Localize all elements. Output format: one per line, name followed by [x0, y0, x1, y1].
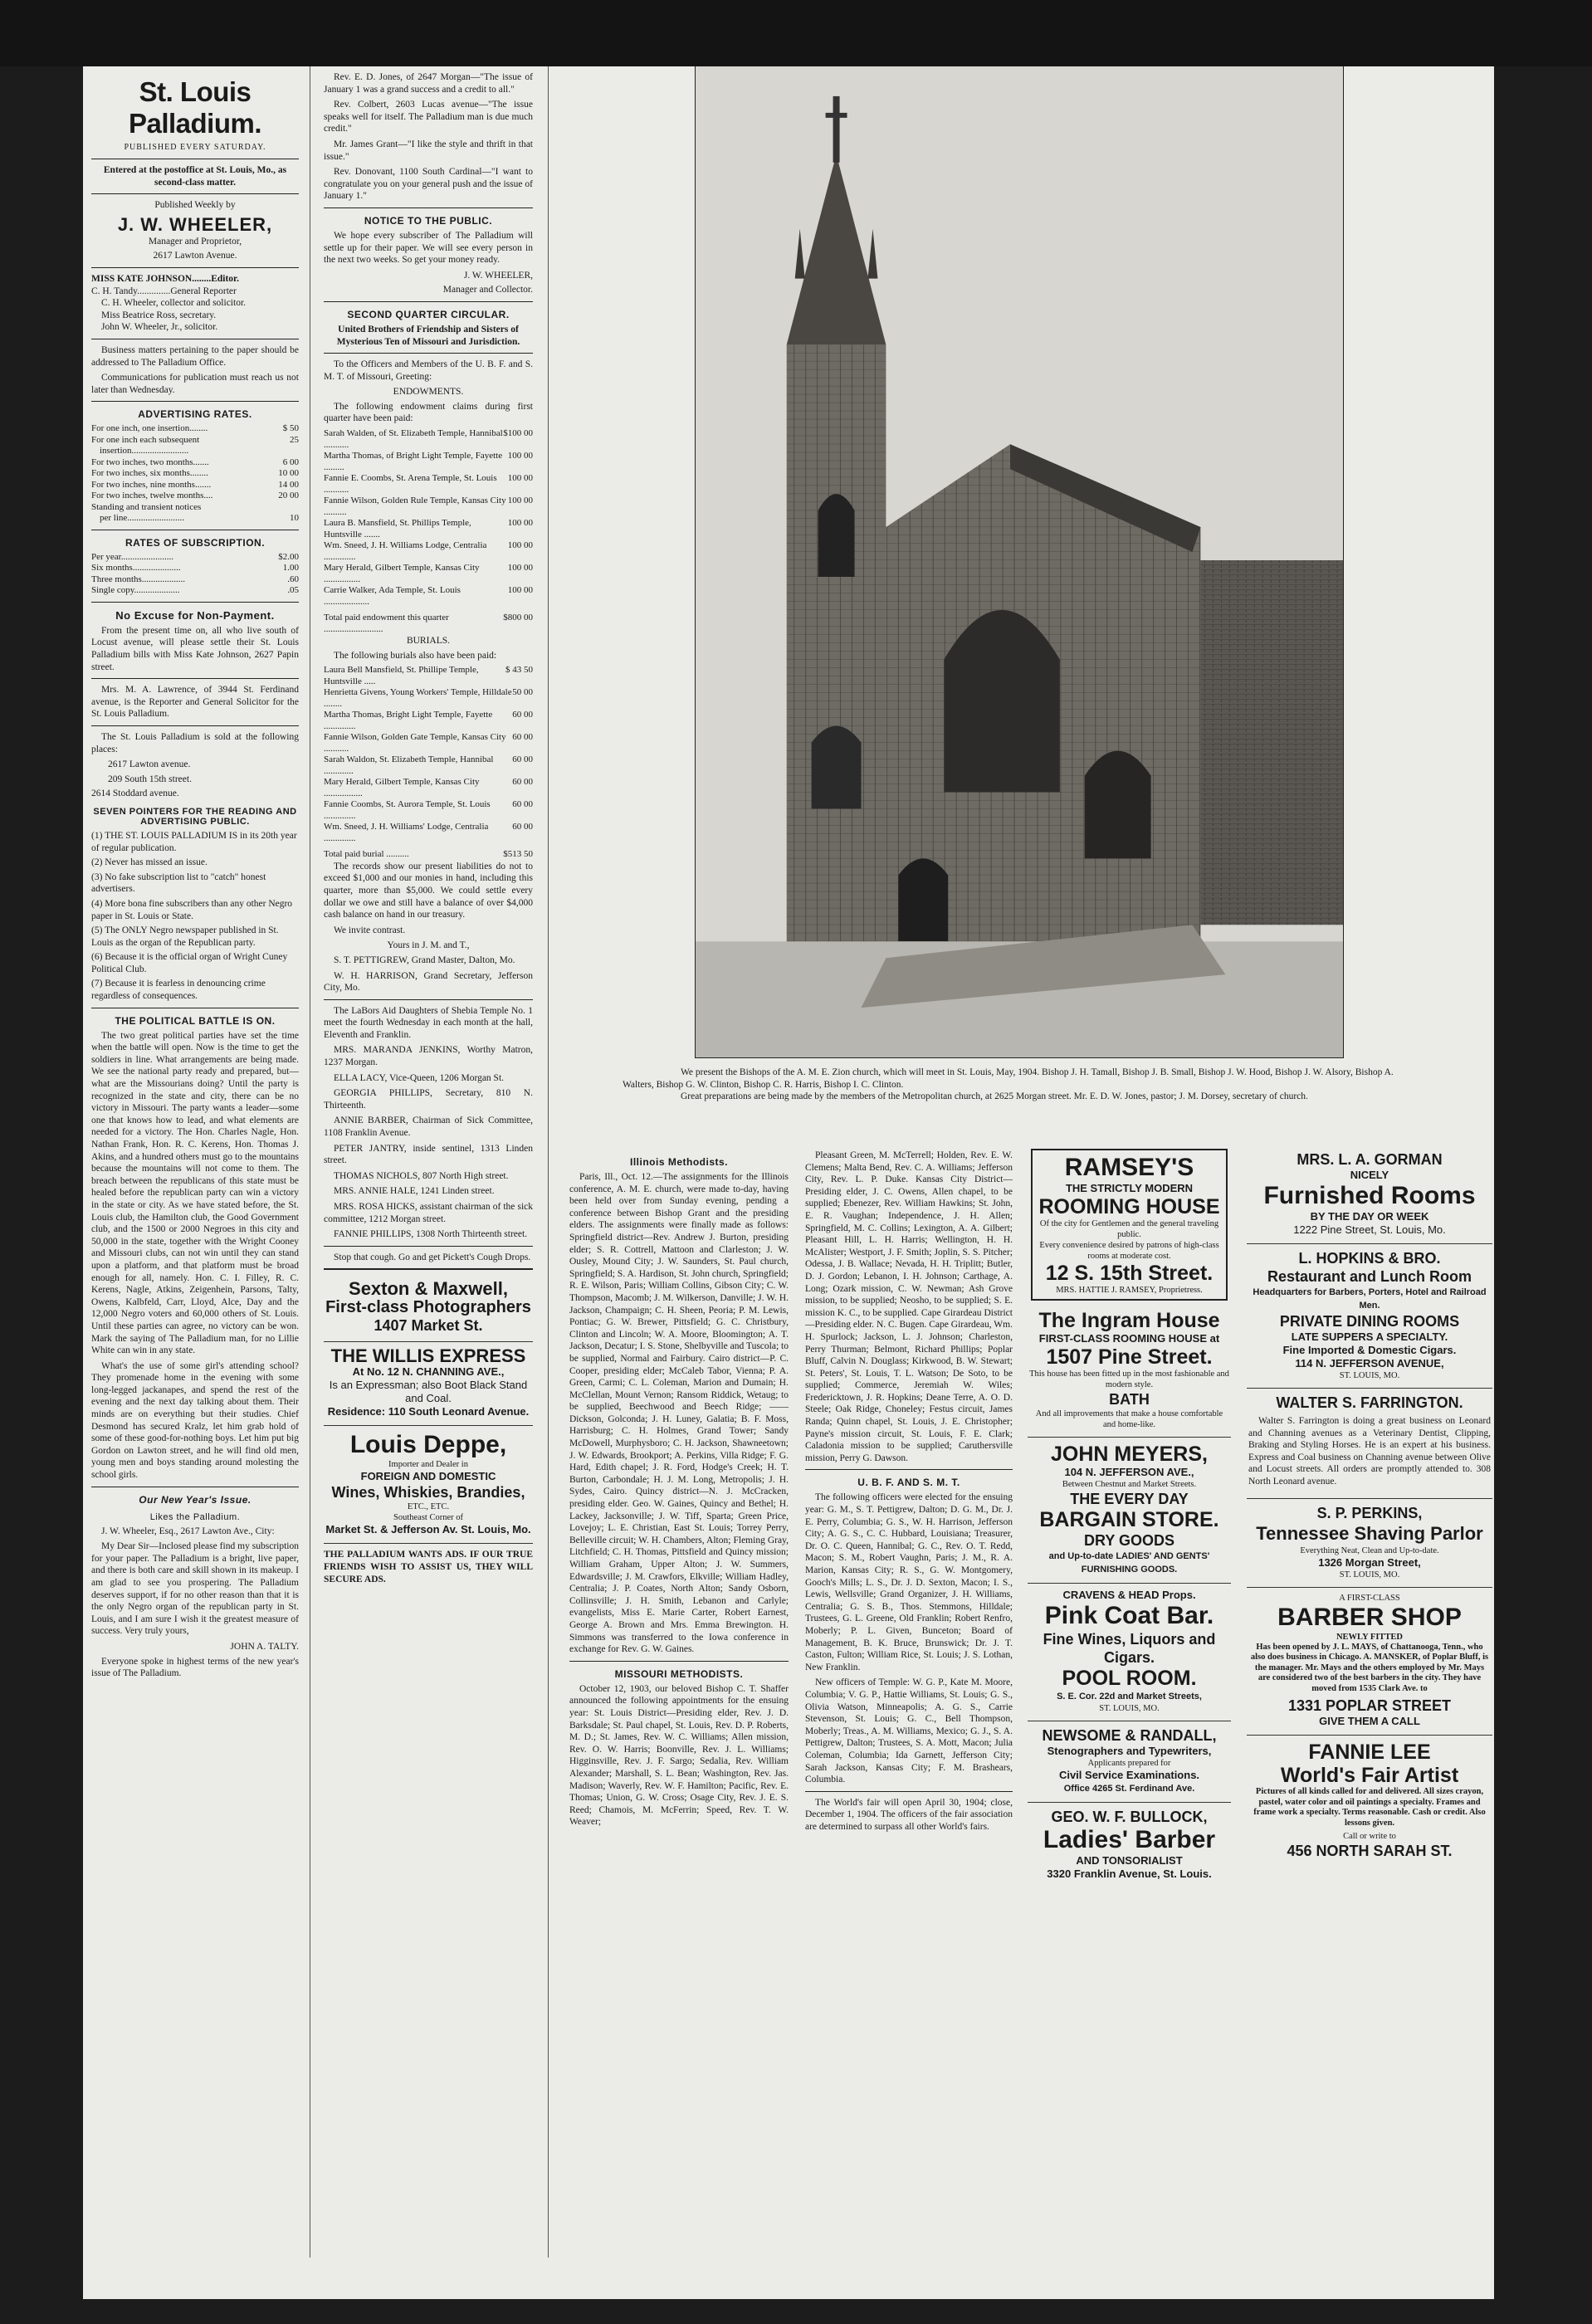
ad-line: BY THE DAY OR WEEK [1310, 1210, 1429, 1223]
ad-text: Pictures of all kinds called for and delivered. All sizes crayon, pastel, water color and oil paintings a specialty. Frames and frame work a specialty. Terms reasonable. Cash or credit. Also lessons given. [1253, 1787, 1486, 1828]
letter-address: J. W. Wheeler, Esq., 2617 Lawton Ave., City: [101, 1526, 275, 1536]
burials-intro: The following burials also have been paid: [334, 650, 497, 661]
circular-greeting: To the Officers and Members of the U. B. F. and S. M. T. of Missouri, Greeting: [324, 359, 533, 382]
staff-line: MISS KATE JOHNSON........Editor. [91, 273, 239, 284]
column-5-ads [1028, 1145, 1231, 2258]
ad-address: 3320 Franklin Avenue, St. Louis. [1047, 1868, 1212, 1880]
likes-palladium-subheading: Likes the Palladium. [149, 1511, 241, 1522]
political-battle-heading: THE POLITICAL BATTLE IS ON. [115, 1014, 276, 1027]
sold-at-address: 2614 Stoddard avenue. [91, 788, 179, 799]
ad-line: Stenographers and Typewriters, [1047, 1745, 1212, 1757]
letter-signature: JOHN A. TALTY. [230, 1641, 299, 1652]
bullock-barber-ad [1028, 1803, 1231, 1887]
claim-row: Fannie Wilson, Golden Rule Temple, Kansas City .......... 100 00 [324, 496, 533, 517]
ad-line: A FIRST-CLASS [1339, 1593, 1400, 1603]
business-notice: Business matters pertaining to the paper should be addressed to The Palladium Office. [91, 344, 299, 368]
photo-caption [623, 1067, 1419, 1103]
rate-row: Six months..................... 1.00 [91, 563, 299, 574]
ad-line: ST. LOUIS, MO. [1339, 1371, 1400, 1380]
ad-address: 1507 Pine Street. [1046, 1345, 1213, 1369]
wants-ads-notice: THE PALLADIUM WANTS ADS. IF OUR TRUE FRIENDS WISH TO ASSIST US, THEY WILL SECURE ADS. [324, 1550, 533, 1584]
column-2 [324, 66, 533, 2249]
rate-row: For two inches, six months........ 10 00 [91, 468, 299, 479]
ad-line: At No. 12 N. CHANNING AVE., [352, 1365, 505, 1379]
page-border [0, 0, 1592, 66]
testimonial: Rev. Colbert, 2603 Lucas avenue—"The issue speaks well for itself. The Palladium man is due much credit." [324, 100, 533, 134]
ad-headline: S. P. PERKINS, [1316, 1504, 1423, 1521]
ad-line: FIRST-CLASS ROOMING HOUSE at [1038, 1332, 1220, 1345]
hopkins-restaurant-ad [1247, 1244, 1492, 1389]
labors-aid-notice: The LaBors Aid Daughters of Shebia Temple No. 1 meet the fourth Wednesday in each month at the hall, Eleventh and Franklin. [324, 1005, 533, 1040]
ad-address: S. E. Cor. 22d and Market Streets, [1057, 1692, 1202, 1702]
circular-closing: The records show our present liabilities do not to exceed $1,000 and our monies in hand, including this quarter, more than $5,000. We could settle every dollar we owe and still have a balance of over $4,000 cash balance on hand in our treasury. [324, 861, 533, 920]
publication-day: PUBLISHED EVERY SATURDAY. [124, 143, 266, 152]
notice-text: We hope every subscriber of The Palladium will settle up for their paper. We will see every person in the next two weeks. So get your money ready. [324, 230, 533, 266]
officer-line: THOMAS NICHOLS, 807 North High street. [334, 1170, 509, 1181]
perkins-shaving-ad [1247, 1499, 1492, 1588]
ad-line: Every convenience desired by patrons of high-class rooms at moderate cost. [1039, 1241, 1219, 1261]
claim-row: Carrie Walker, Ada Temple, St. Louis .................... 100 00 [324, 585, 533, 607]
ubf-temple-text: New officers of Temple: W. G. P., Kate M. Moore, Columbia; V. G. P., Hattie Williams, St. Louis; G. S., Olivia Watson, Minneapolis; A. G. S., Carrie Stevenson, St. Louis; G. C., Bell Thompson, Moberly; Treas., A. M. Williams, Mexico; G. J., S. A. Pettigrew, Dalton; Trustees, S. A. Mott, Macon; Julia Coleman, Columbia; Ida Garnett, Jefferson City; Sarah Jackson, Kansas City; F. M. Brashears, Columbia. [805, 1677, 1013, 1785]
claim-row: Martha Thomas, Bright Light Temple, Fayette .............. 60 00 [324, 710, 533, 731]
church-photograph [695, 66, 1344, 1058]
officer-line: PETER JANTRY, inside sentinel, 1313 Linden street. [324, 1143, 533, 1166]
ad-line: And all improvements that make a house comfortable and home-like. [1035, 1409, 1223, 1429]
ad-line: This house has been fitted up in the most fashionable and modern style. [1029, 1370, 1229, 1389]
ad-address: Market St. & Jefferson Av. St. Louis, Mo. [325, 1523, 531, 1536]
column-4 [805, 1150, 1013, 2253]
ad-line: Southeast Corner of [393, 1513, 463, 1523]
claim-row: Sarah Walden, of St. Elizabeth Temple, Hannibal ........... $100 00 [324, 428, 533, 450]
column-6-ads [1247, 1145, 1492, 2258]
claim-row: Laura Bell Mansfield, St. Phillipe Temple, Huntsville ..... $ 43 50 [324, 665, 533, 686]
rate-row: For two inches, two months....... 6 00 [91, 456, 299, 467]
officer-line: MRS. MARANDA JENKINS, Worthy Matron, 1237 Morgan. [324, 1045, 533, 1068]
ad-address: 1222 Pine Street, St. Louis, Mo. [1293, 1223, 1446, 1236]
subscription-rates-table [91, 552, 299, 597]
newspaper-page [83, 66, 1494, 2299]
endowments-intro: The following endowment claims during first quarter have been paid: [324, 401, 533, 424]
ad-headline: Pink Coat Bar. [1044, 1602, 1214, 1629]
notice-signature: J. W. WHEELER, [463, 270, 533, 281]
worlds-fair-text: The World's fair will open April 30, 1904; close, December 1, 1904. The officers of the fair association are determined to surpass all other World's fairs. [805, 1797, 1013, 1832]
claim-row: Martha Thomas, of Bright Light Temple, Fayette ......... 100 00 [324, 451, 533, 472]
ubf-heading: U. B. F. AND S. M. T. [857, 1477, 960, 1489]
rate-row: per line......................... 10 [100, 513, 299, 524]
ad-address: 114 N. JEFFERSON AVENUE, [1295, 1357, 1444, 1370]
no-excuse-heading: No Excuse for Non-Payment. [115, 608, 275, 622]
ad-headline: GEO. W. F. BULLOCK, [1051, 1809, 1208, 1825]
claim-row: Fannie E. Coombs, St. Arena Temple, St. Louis ........... 100 00 [324, 473, 533, 495]
ad-line: Importer and Dealer in [388, 1460, 468, 1470]
ad-headline: The Ingram House [1038, 1309, 1220, 1332]
missouri-continued: Pleasant Green, M. McTerrell; Holden, Rev. E. W. Clemens; Malta Bend, Rev. C. A. Williams; Jefferson City, Rev. L. P. Duke. Kansas City District—Presiding elder, J. C. Owens, Allen chapel, to be supplied; Ebenezer, Rev. William Hawkins; St. John, E. R. Vaughan; Independence, J. H. Allen; Springfield, M. C. Collins; Lexington, A. A. Gilbert; Pleasant Hill, L. H. Harris; Wellington, H. H. McAlister; Westport, J. F. Smith; Joplin, S. S. Pitcher; Odessa, J. B. Wallace; Nevada, H. H. Triplitt; Butler, D. J. Gordon; Lebanon, I. H. Johnson; Carthage, A. Long; Ozark mission, C. W. Newman; Ash Grove mission, to be supplied; Neosho, to be supplied; S. E. mission K. C., to be supplied. Cape Girardeau District—Presiding elder. N. C. Bugen. Cape Girardeau, Wm. H. Spurlock; Jackson, L. J. Johnson; Charleston, Perry Thurman; Belmont, Richard Phillips; Poplar Bluff, Calvin N. Douglass; Kirkwood, B. W. Stewart; St. Peters', St. Louis, T. L. Watson; De Soto, to be supplied; Commerce, Jeremiah W. Wiles; Fredericktown, J. R. Hopkins; Deane Terre, A. O. D. Steele; Oak Ridge, Choneley; Festus circuit, James Randa; Quinn chapel, St. Louis, J. E. Christopher; Payne's mission circuit, St. Louis, F. E. Clark; Caladonia mission to be supplied; Caruthersville mission, Perry G. Dawson. [805, 1150, 1013, 1463]
ad-address: 104 N. JEFFERSON AVE., [1064, 1466, 1194, 1478]
pink-coat-bar-ad [1028, 1584, 1231, 1721]
ad-line: THE EVERY DAY [1070, 1491, 1189, 1507]
officer-line: GEORGIA PHILLIPS, Secretary, 810 N. Thirteenth. [324, 1088, 533, 1111]
ad-line: Headquarters for Barbers, Porters, Hotel and Railroad Men. [1253, 1287, 1487, 1311]
notice-signature-title: Manager and Collector. [442, 285, 533, 295]
ad-address: 12 S. 15th Street. [1045, 1262, 1214, 1285]
ad-address: 1331 POPLAR STREET [1287, 1697, 1452, 1715]
staff-line: C. H. Tandy..............General Reporter [91, 286, 237, 296]
ad-line: ST. LOUIS, MO. [1099, 1704, 1160, 1713]
masthead-title: St. Louis Palladium. [128, 76, 262, 139]
endowments-list [324, 428, 533, 635]
sold-at-address: 209 South 15th street. [108, 774, 192, 784]
publisher-line: Published Weekly by [154, 200, 236, 211]
endowment-total: Total paid endowment this quarter .......................... $800 00 [324, 613, 533, 634]
ad-line: Fine Wines, Liquors and Cigars. [1043, 1631, 1216, 1666]
testimonial: Rev. E. D. Jones, of 2647 Morgan—"The issue of January 1 was a grand success and a credit to all." [324, 72, 533, 95]
new-year-issue-heading: Our New Year's Issue. [139, 1493, 251, 1506]
ad-line: ETC., ETC. [407, 1502, 450, 1512]
ad-line: BARGAIN STORE. [1039, 1508, 1219, 1531]
sold-at-address: 2617 Lawton avenue. [108, 759, 191, 770]
ad-headline: MRS. L. A. GORMAN [1297, 1151, 1443, 1168]
staff-line: John W. Wheeler, Jr., solicitor. [101, 322, 218, 333]
pointer-item: (3) No fake subscription list to "catch" honest advertisers. [91, 872, 266, 895]
ad-line: Call or write to [1343, 1832, 1396, 1842]
missouri-heading: MISSOURI METHODISTS. [614, 1667, 744, 1680]
church-illustration [696, 66, 1343, 1057]
ad-line: Ladies' Barber [1043, 1826, 1216, 1853]
caption-text: We present the Bishops of the A. M. E. Zion church, which will meet in St. Louis, May, 1904. Bishop J. H. Tamall, Bishop J. B. Small, Bishop J. W. Hood, Bishop J. W. Alsory, Bishop A. Walters, Bishop G. W. Clinton, Bishop C. R. Harris, Bishop I. C. Clinton. [623, 1067, 1394, 1090]
officer-line: MRS. ROSA HICKS, assistant chairman of the sick committee, 1212 Morgan street. [324, 1202, 533, 1224]
testimonial: Rev. Donovant, 1100 South Cardinal—"I want to congratulate you on your general push and the issue of January 1." [324, 167, 533, 202]
ad-line: World's Fair Artist [1280, 1764, 1459, 1788]
ad-text: Has been opened by J. L. MAYS, of Chattanooga, Tenn., who also does business in Chicago. A. MANSKER, of Poplar Bluff, is the manager. Mr. Mays and the others employed by Mr. Mays are considered two of the best barbers in the city. They have moved from 1535 Clark Ave. to [1250, 1642, 1489, 1693]
ad-line: ROOMING HOUSE [1038, 1195, 1220, 1218]
staff-list [91, 273, 299, 334]
seven-pointers-list [91, 830, 299, 1003]
ad-address: Office 4265 St. Ferdinand Ave. [1063, 1784, 1195, 1794]
ad-line: THE STRICTLY MODERN [1065, 1182, 1194, 1194]
ad-headline: BARBER SHOP [1277, 1603, 1462, 1631]
ad-line: GIVE THEM A CALL [1319, 1715, 1420, 1728]
circular-subheading: United Brothers of Friendship and Sisters of Mysterious Ten of Missouri and Jurisdiction. [336, 324, 520, 347]
rate-row: insertion......................... [100, 446, 189, 456]
ad-line: Wines, Whiskies, Brandies, [331, 1484, 525, 1501]
ad-line: LATE SUPPERS A SPECIALTY. [1291, 1330, 1448, 1343]
officer-line: ELLA LACY, Vice-Queen, 1206 Morgan St. [334, 1072, 505, 1083]
claim-row: Wm. Sneed, J. H. Williams' Lodge, Centralia .............. 60 00 [324, 822, 533, 843]
endowments-heading: ENDOWMENTS. [393, 387, 464, 398]
ad-line: Applicants prepared for [1087, 1759, 1171, 1768]
advertising-rates-heading: ADVERTISING RATES. [138, 408, 252, 421]
staff-line: Miss Beatrice Ross, secretary. [101, 310, 217, 320]
ad-line: First-class Photographers [325, 1298, 531, 1317]
farrington-ad [1247, 1389, 1492, 1499]
ad-line: POOL ROOM. [1062, 1667, 1197, 1690]
rate-row: Standing and transient notices [91, 501, 202, 512]
illinois-text: Paris, Ill., Oct. 12.—The assignments for the Illinois conference, A. M. E. church, were made to-day, having been held over from Sunday evening, pending a conference between Bishop Grant and the presiding elders. The assignments were finally made as follows: Springfield district—Rev. Andrew J. Burton, presiding elder; S. R. Cottrell, Mattoon and Clarleston; J. W. Ousley, Mound City; J. W. Saunders, St. Paul church, Springfield; S. A. Hardison, St. John church, Springfield; R. E. Wilson, Paris; William Collins, Gibson City; C. W. Thompson, Macomb; J. M. Wilkerson, Danville; J. W. H. Jackson, Champaign; C. H. Sheen, Peoria; P. M. Lewis, Pontiac; G. W. Brewer, Pittsfield; G. C. Christbury, Clinton and Lincoln; W. A. Moore, Bloomington; A. T. Jackson, Decatur; I. S. Stone, Shelbyville and Tuscola; to be supplied, Normal and Fairbury. Cairo district—P. C. Cooper, presiding elder; McCaleb Tabor, Vienna; P. A. Green, Carmi; C. L. Coleman, Marion and Dumain; H. McClellan, Mount Vernon; Ransom Riddick, Wetaug; to be supplied, Beechwood and Beech Ridge; —— Dickson, Golconda; J. H. Luney, Galatia; B. F. Moss, Harrisburg; C. H. Holmes, Grand Tower; Sandy McDowell, Murphysboro; C. H. Jackson, Shawneetown; J. W. Edwards, Brookport; A. Perkins, Villa Ridge; F. G. Hard, Edith chapel; J. R. Ford, Hodge's Creek; H. T. Burton, Carbondale; H. J. M. Long, Metropolis; J. H. Sydes, Cairo. Quincy district—N. J. McCracken, presiding elder. Geo. W. Gaines, Quincy and Bethel; H. Lackey, Jacksonville; J. W. Tiff, Sparta; Green Price, Lovejoy; L. E. Christian, East St. Louis; Torrey Perry, Belleville circuit; W. H. Chambers, Alton; Fleming Gray, Litchfield; C. H. Thomas, Pittsfield and Quincy mission; William Graham, Upper Alton; J. W. Summers, Edwardsville; J. M. Crawfors, Elkville; William Hadley, Centralia; J. P. Coates, North Alton; Sandy Osborn, Collinsville; J. H. Smith, Lebanon and Carlyle; evangelists, Miss E. Marie Carter, Robert Earnest, George A. Brown and Mrs. Emma Brewington. H. Simmons was transferred to the Iowa conference in exchange for Rev. G. W. Gaines. [569, 1172, 789, 1655]
publisher-name: J. W. WHEELER, [117, 213, 273, 235]
burials-list [324, 665, 533, 861]
gorman-rooms-ad [1247, 1145, 1492, 1244]
circular-heading: SECOND QUARTER CIRCULAR. [347, 308, 510, 320]
ad-text: Walter S. Farrington is doing a great business on Leonard and Channing avenues as a Veterinary Dentist, Clipping, Braking and Styling Horses. He is an expert at his business. Express and Coal business on Channing avenue between Olive and Locust streets. All orders are promptly attended to. 308 North Leonard avenue. [1248, 1416, 1491, 1487]
ad-address: 1326 Morgan Street, [1318, 1555, 1421, 1569]
ad-headline: Sexton & Maxwell, [349, 1278, 508, 1300]
rate-row: Single copy.................... .05 [91, 585, 299, 596]
pointer-item: (1) THE ST. LOUIS PALLADIUM IS in its 20th year of regular publication. [91, 830, 297, 853]
fannie-lee-ad [1247, 1736, 1492, 1867]
column-3 [569, 1150, 789, 2253]
staff-line: C. H. Wheeler, collector and solicitor. [101, 298, 247, 309]
column-1 [91, 66, 299, 2249]
claim-row: Henrietta Givens, Young Workers' Temple, Hilldale ........ 50 00 [324, 687, 533, 709]
rate-row: For one inch each subsequent 25 [91, 434, 299, 445]
claim-row: Wm. Sneed, J. H. Williams Lodge, Centralia .............. 100 00 [324, 540, 533, 562]
ad-line: Is an Expressman; also Boot Black Stand and Coal. [329, 1379, 528, 1405]
claim-row: Sarah Waldon, St. Elizabeth Temple, Hannibal ............. 60 00 [324, 754, 533, 776]
pointer-item: (6) Because it is the official organ of Wright Cuney Political Club. [91, 952, 288, 974]
ad-line: Restaurant and Lunch Room [1267, 1268, 1472, 1285]
political-battle-text: The two great political parties have set the time when the battle will open. Now is the time to get the soldiers in line. What arrangements are being made. We see the national party ready and prepared, but—what are the Missourians doing? Until the party is recognized in the state and city, there can be no victory in Missouri. The party wants a leader—some one that knows how to lead, and what elements are needed for a victory. The Hon. Charles Nagle, Hon. Nathan Frank, Hon. R. C. Kerens, Hon. Thomas J. Akins, and a hundred others must go to the mountains because the mountains will not come to them. The breach between the republicans of this state must be healed before the republican party can win a victory in the state or city. As we have stated before, the St. Louis club, the Hamilton club, the Good Government club, and the 1500 or 2000 Negroes in this city and 50,000 in the state, together with the Wright Cooney and Missouri clubs, can not win until they can stand upon a platform, and that platform must be broad enough for all, namely. Hon. C. I. Filley, R. C. Kerens, Nagle, Atkins, Zeigenhein, Parsons, Talty, Owens, Kalbfeld, Carr, Lloyd, Alce, Day and the 12,000 Negro voters and 60,000 others of St. Louis. Until these parties can agree, no victory can be won. Mark the saying of The Palladium man, for no Lillie White can win in any state. [91, 1030, 299, 1356]
ad-line: CRAVENS & HEAD Props. [1062, 1589, 1196, 1601]
ad-line: MRS. HATTIE J. RAMSEY, Proprietress. [1056, 1286, 1203, 1295]
entry-notice: Entered at the postoffice at St. Louis, Mo., as second-class matter. [103, 165, 287, 188]
claim-row: Mary Herald, Gilbert Temple, Kansas City ................. 60 00 [324, 777, 533, 798]
louis-deppe-ad [324, 1426, 533, 1544]
ad-headline: FANNIE LEE [1308, 1741, 1431, 1765]
john-meyers-ad [1028, 1438, 1231, 1584]
ad-line: FOREIGN AND DOMESTIC [360, 1470, 496, 1483]
rate-row: For two inches, twelve months.... 20 00 [91, 491, 299, 501]
ad-line: NICELY [1350, 1169, 1389, 1181]
sold-at-intro: The St. Louis Palladium is sold at the following places: [91, 731, 299, 754]
ad-address: 456 NORTH SARAH ST. [1287, 1843, 1453, 1860]
illinois-heading: Illinois Methodists. [629, 1156, 728, 1168]
circular-yours: Yours in J. M. and T., [387, 940, 470, 951]
ad-line: Everything Neat, Clean and Up-to-date. [1300, 1545, 1439, 1555]
missouri-text: October 12, 1903, our beloved Bishop C. T. Shaffer announced the following appointments for the ensuing year: St. Louis District—Presiding elder, Rev. J. D. Barksdale; St. Paul chapel, St. Louis, Rev. D. P. Roberts, M. D.; St. James, Rev. W. C. Williams; Allen mission, Rev. O. W. Harris; Boonville, Rev. J. L. Williams; Higginsville, Rev. J. F. Sargo; Sedalia, Rev. William Alexander; Marshall, S. L. Bean; Washington, Rev. Jas. Madison; Waverly, Rev. W. F. Hamilton; Pacific, Rev. E. Thomas; Union, G. W. Cross; Osage City, Rev. J. E. S. Reed; Chamois, M. McFerrin; Speed, Rev. T. W. Weaver; [569, 1683, 789, 1828]
circular-signature: W. H. HARRISON, Grand Secretary, Jefferson City, Mo. [324, 970, 533, 994]
reporter-notice: Mrs. M. A. Lawrence, of 3944 St. Ferdinand avenue, is the Reporter and General Solicitor for the St. Louis Palladium. [91, 685, 299, 720]
ad-line: Civil Service Examinations. [1058, 1769, 1200, 1781]
claim-row: Mary Herald, Gilbert Temple, Kansas City ................ 100 00 [324, 563, 533, 584]
ad-line: DRY GOODS [1083, 1532, 1175, 1549]
ad-line: Of the city for Gentlemen and the general traveling public. [1039, 1219, 1219, 1239]
praise-text: Everyone spoke in highest terms of the new year's issue of The Palladium. [91, 1656, 299, 1679]
rate-row: Per year....................... $2.00 [91, 551, 299, 562]
no-excuse-text: From the present time on, all who live south of Locust avenue, will please settle their St. Louis Palladium bills with Miss Kate Johnson, 2627 Papin street. [91, 625, 299, 672]
ingram-house-ad [1028, 1304, 1231, 1438]
testimonial: Mr. James Grant—"I like the style and thrift in that issue." [324, 139, 533, 162]
ad-headline: NEWSOME & RANDALL, [1042, 1727, 1217, 1744]
notice-heading: NOTICE TO THE PUBLIC. [364, 214, 493, 227]
ad-address: Residence: 110 South Leonard Avenue. [327, 1405, 530, 1418]
ad-line: NEWLY FITTED [1336, 1632, 1404, 1642]
officer-line: ANNIE BARBER, Chairman of Sick Committee, 1108 Franklin Avenue. [324, 1116, 533, 1139]
ad-headline: L. HOPKINS & BRO. [1298, 1250, 1441, 1267]
ad-line: and Up-to-date LADIES' AND GENTS' FURNISHING GOODS. [1048, 1551, 1210, 1575]
subscription-rates-heading: RATES OF SUBSCRIPTION. [125, 536, 266, 549]
publisher-address: 2617 Lawton Avenue. [153, 251, 237, 261]
ad-headline: JOHN MEYERS, [1051, 1443, 1208, 1466]
newsome-randall-ad [1028, 1721, 1231, 1803]
circular-signature: S. T. PETTIGREW, Grand Master, Dalton, Mo. [334, 954, 515, 965]
ad-line: Furnished Rooms [1263, 1182, 1476, 1209]
ad-line: BATH [1109, 1391, 1150, 1408]
rate-row: For two inches, nine months....... 14 00 [91, 479, 299, 490]
school-girls-text: What's the use of some girl's attending school? They promenade home in the evening with some long-legged jackanapes, and spend the rest of the evening and the next day talking about them. Their minds are on everything but their studies. Chief Desmond has secured Kralz, let him grab hold of some of these good-for-nothing boys. Let him put big Gordon on Lawton street, and he will find old men, young men and boys standing around molesting the school girls. [91, 1360, 299, 1481]
burials-heading: BURIALS. [406, 636, 451, 647]
circular-contrast: We invite contrast. [334, 925, 406, 935]
ad-headline: WALTER S. FARRINGTON. [1276, 1394, 1463, 1411]
ad-line: PRIVATE DINING ROOMS [1279, 1313, 1460, 1330]
advertising-rates-table [91, 423, 299, 525]
ad-line: Fine Imported & Domestic Cigars. [1282, 1344, 1457, 1356]
officer-line: FANNIE PHILLIPS, 1308 North Thirteenth street. [334, 1229, 528, 1240]
officer-line: MRS. ANNIE HALE, 1241 Linden street. [334, 1186, 495, 1197]
ad-address: 1407 Market St. [374, 1317, 483, 1335]
rate-row: For one inch, one insertion........ $ 50 [91, 423, 299, 434]
burial-total: Total paid burial .......... $513 50 [324, 849, 533, 860]
ad-headline: Louis Deppe, [349, 1431, 507, 1459]
caption-text: Great preparations are being made by the members of the Metropolitan church, at 2625 Morgan street. Mr. E. D. W. Jones, pastor; J. M. Dorsey, secretary of church. [681, 1091, 1308, 1102]
ad-line: Tennessee Shaving Parlor [1256, 1522, 1483, 1544]
communications-notice: Communications for publication must reach us not later than Wednesday. [91, 373, 299, 395]
publisher-role: Manager and Proprietor, [148, 236, 242, 247]
ad-headline: RAMSEY'S [1064, 1154, 1194, 1181]
ad-headline: THE WILLIS EXPRESS [330, 1345, 526, 1367]
claim-row: Fannie Wilson, Golden Gate Temple, Kansas City ........... 60 00 [324, 732, 533, 754]
letter-body: My Dear Sir—Inclosed please find my subscription for your paper. The Palladium is a bright, live paper, and there is both care and skill shown in its makeup. I am glad to see you prospering. The Palladium deserves support, if for no other reason than that it is the only Negro organ of the republican party in St. Louis, and I am sure I wish it the greatest measure of success. Very truly yours, [91, 1541, 299, 1637]
pointer-item: (5) The ONLY Negro newspaper published in St. Louis as the organ of the Republican party. [91, 925, 279, 948]
cough-drops-ad: Stop that cough. Go and get Pickett's Cough Drops. [334, 1252, 531, 1262]
seven-pointers-heading: SEVEN POINTERS FOR THE READING AND ADVERTISING PUBLIC. [93, 806, 297, 827]
pointer-item: (4) More bona fine subscribers than any other Negro paper in St. Louis or State. [91, 898, 293, 921]
ubf-text: The following officers were elected for the ensuing year: G. M., S. T. Pettigrew, Dalton; D. G. M., Dr. J. E. Perry, Columbia; G. S., W. H. Harrison, Jefferson City; A. G. S., C. C. Hubbard, Louisiana; Treasurer, Dr. O. C. Queen, Hannibal; G. C., Rev. O. T. Redd, Macon; S. M., Robert Vaughn, Paris; J. M., R. A. Marion, Kansas City; R. S., G. W. Montgomery, Gooch's Mills; L. S., Dr. J. D. Sexton, Macon; I. S., Lewis, Wellsville; Grand Organizer, J. H. Williams, Centralia; G. S. B., Thos. Stemmons, Hilldale; Trustees, G. L. Greene, Old Franklin; Robert Renfro, Moberly; P. L. Given, Bunceton; Board of Management, B. K. Bruce, Brunswick; Dr. J. T. Caston, Fulton; William Rice, St. Louis; J. S. Lothan, New Franklin. [805, 1492, 1013, 1672]
column-rule [548, 66, 549, 2258]
barber-shop-ad [1247, 1588, 1492, 1736]
ramsey-ad [1031, 1149, 1228, 1301]
claim-row: Fannie Coombs, St. Aurora Temple, St. Louis .............. 60 00 [324, 799, 533, 821]
willis-express-ad [324, 1342, 533, 1426]
rate-row: Three months................... .60 [91, 574, 299, 584]
pointer-item: (7) Because it is fearless in denouncing crime regardless of consequences. [91, 979, 266, 1002]
ad-line: AND TONSORIALIST [1076, 1854, 1183, 1867]
ad-line: Between Chestnut and Market Streets. [1062, 1480, 1197, 1489]
sexton-maxwell-ad [324, 1275, 533, 1342]
ad-line: ST. LOUIS, MO. [1339, 1570, 1400, 1579]
claim-row: Laura B. Mansfield, St. Phillips Temple, Huntsville ....... 100 00 [324, 518, 533, 540]
pointer-item: (2) Never has missed an issue. [91, 857, 208, 868]
